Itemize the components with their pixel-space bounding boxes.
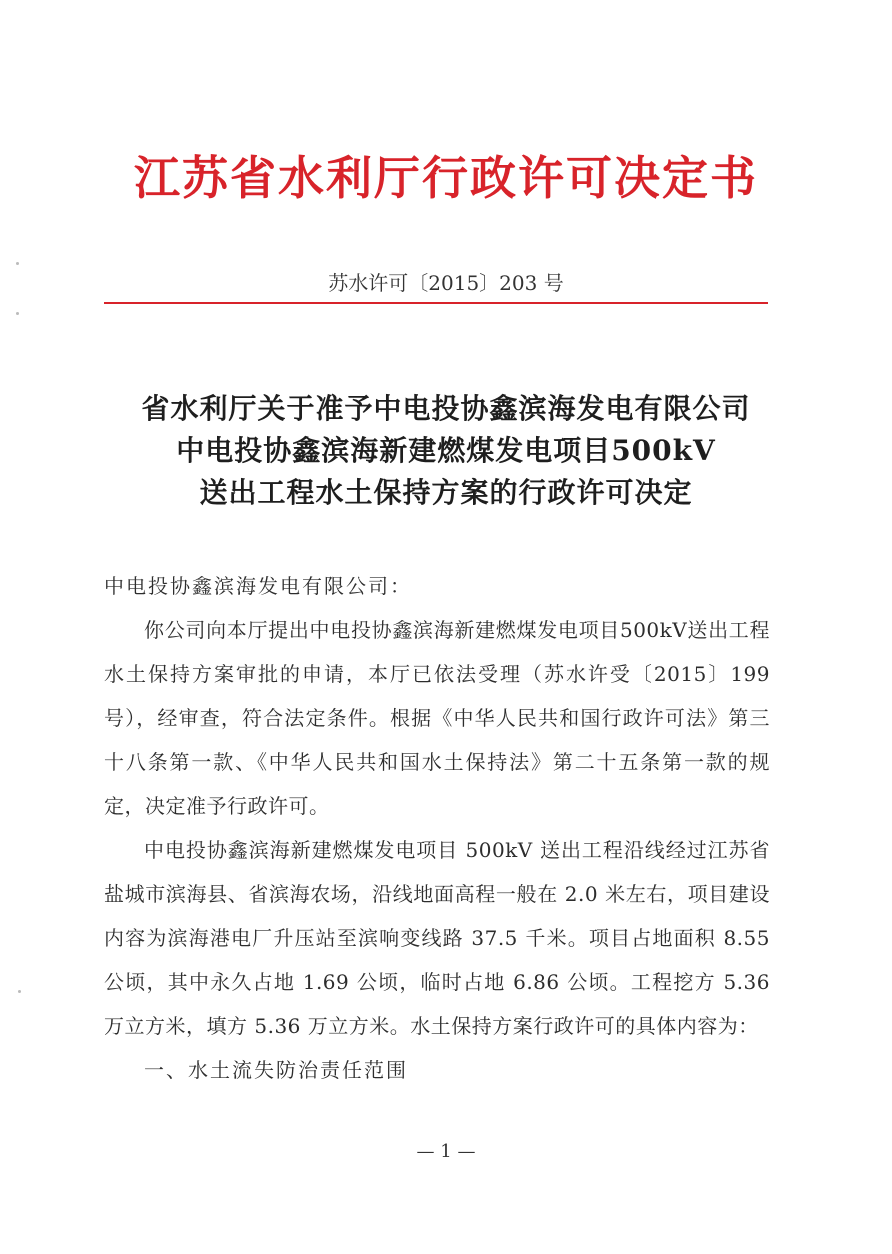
page-number: — 1 —: [416, 1141, 476, 1162]
section-heading: 一、水土流失防治责任范围: [144, 1058, 408, 1082]
document-body: [104, 564, 770, 1092]
title-line-3: 送出工程水土保持方案的行政许可决定: [199, 476, 693, 509]
decision-title: [0, 388, 892, 514]
title-line-1: 省水利厅关于准予中电投协鑫滨海发电有限公司: [141, 392, 751, 425]
scan-speck: [18, 990, 21, 993]
red-divider-line: [104, 302, 768, 304]
paragraph-application: 你公司向本厅提出中电投协鑫滨海新建燃煤发电项目500kV送出工程水土保持方案审批的申请，本厅已依法受理（苏水许受〔2015〕199号），经审查，符合法定条件。根据《中华人民共和国行政许可法》第三十八条第一款、《中华人民共和国水土保持法》第二十五条第一款的规定，决定准予行政许可。: [104, 618, 770, 818]
paragraph-project-overview: 中电投协鑫滨海新建燃煤发电项目 500kV 送出工程沿线经过江苏省盐城市滨海县、省滨海农场，沿线地面高程一般在 2.0 米左右，项目建设内容为滨海港电厂升压站至滨响变线路 37.5 千米。项目占地面积 8.55 公顷，其中永久占地 1.69 公顷，临时占地 6.86 公顷。工程挖方 5.36 万立方米，填方 5.36 万立方米。水土保持方案行政许可的具体内容为：: [104, 838, 770, 1038]
title-line-2: 中电投协鑫滨海新建燃煤发电项目500kV: [176, 434, 716, 467]
scan-speck: [16, 312, 19, 315]
scan-speck: [16, 262, 19, 265]
salutation: 中电投协鑫滨海发电有限公司：: [104, 574, 412, 598]
letterhead-title: 江苏省水利厅行政许可决定书: [134, 151, 758, 205]
document-number: 苏水许可〔2015〕203 号: [328, 271, 564, 295]
